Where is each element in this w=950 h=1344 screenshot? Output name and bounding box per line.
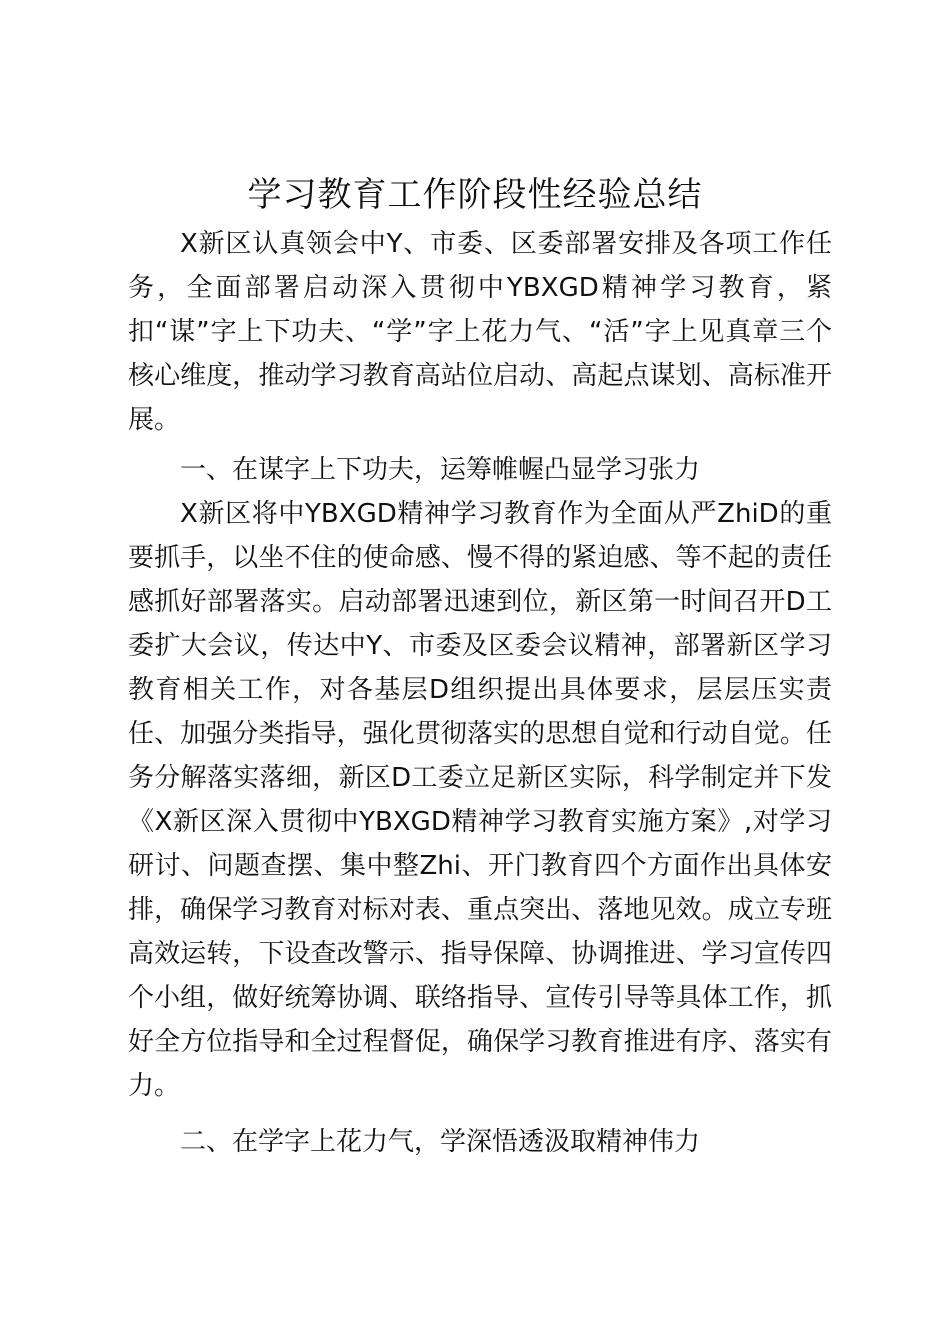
section-heading-2: 二、在学字上花力气，学深悟透汲取精神伟力 (180, 1127, 701, 1157)
section-heading-1: 一、在谋字上下功夫，运筹帷幄凸显学习张力 (180, 455, 701, 485)
document-title: 学习教育工作阶段性经验总结 (247, 175, 703, 215)
paragraph-intro: X新区认真领会中Y、市委、区委部署安排及各项工作任务，全面部署启动深入贯彻中YBXGD精神学习教育，紧扣“谋”字上下功夫、“学”字上花力气、“活”字上见真章三个核心维度，推动学习教育高站位启动、高起点谋划、高标准开展。 (128, 229, 832, 435)
paragraph-section-1: X新区将中YBXGD精神学习教育作为全面从严ZhiD的重要抓手，以坐不住的使命感、慢不得的紧迫感、等不起的责任感抓好部署落实。启动部署迅速到位，新区第一时间召开D工委扩大会议，传达中Y、市委及区委会议精神，部署新区学习教育相关工作，对各基层D组织提出具体要求，层层压实责任、加强分类指导，强化贯彻落实的思想自觉和行动自觉。任务分解落实落细，新区D工委立足新区实际，科学制定并下发《X新区深入贯彻中YBXGD精神学习教育实施方案》,对学习研讨、问题查摆、集中整Zhi、开门教育四个方面作出具体安排，确保学习教育对标对表、重点突出、落地见效。成立专班高效运转，下设查改警示、指导保障、协调推进、学习宣传四个小组，做好统筹协调、联络指导、宣传引导等具体工作，抓好全方位指导和全过程督促，确保学习教育推进有序、落实有力。 (128, 499, 832, 1101)
